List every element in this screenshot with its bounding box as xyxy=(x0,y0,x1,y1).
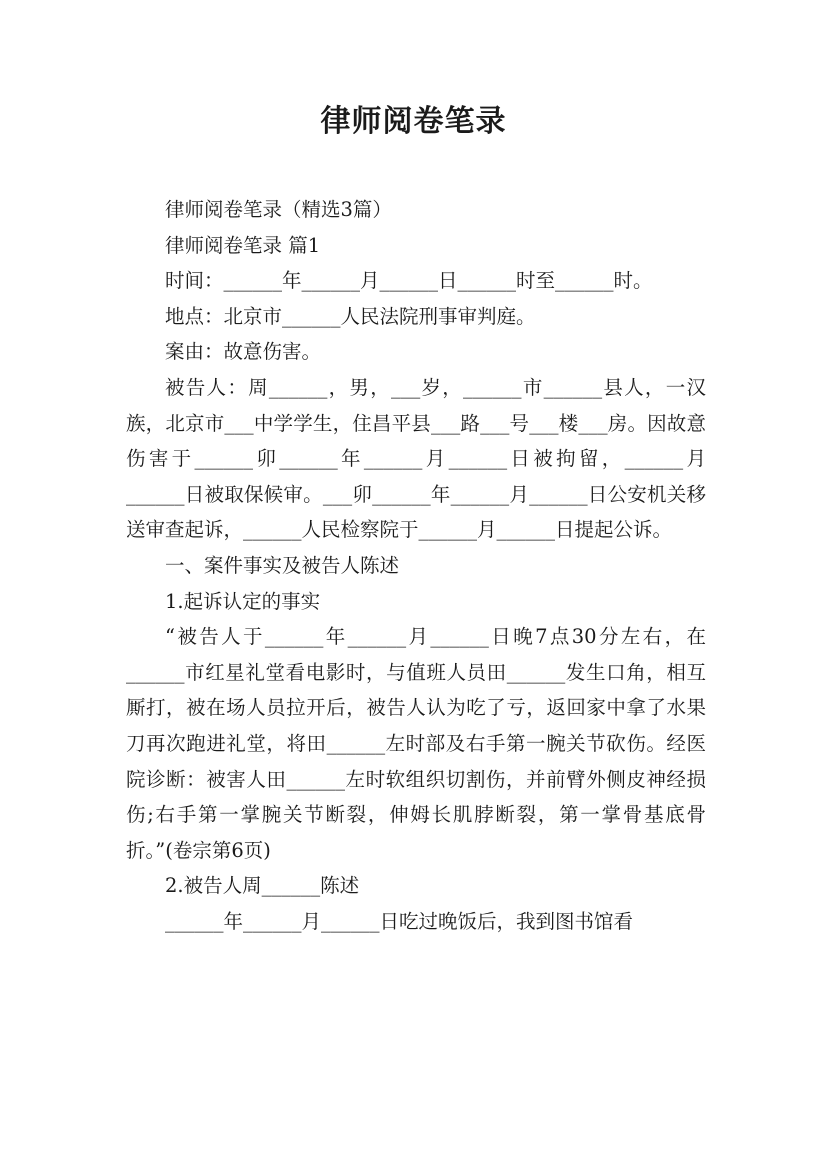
defendant-statement-heading-paragraph: 2.被告人周______陈述 xyxy=(165,874,360,898)
facts-heading-paragraph: 一、案件事实及被告人陈述 xyxy=(165,553,400,577)
indictment-heading-paragraph: 1.起诉认定的事实 xyxy=(165,589,321,613)
location-paragraph: 地点：北京市______人民法院刑事审判庭。 xyxy=(165,304,536,328)
defendant-statement-paragraph: ______年______月______日吃过晚饭后，我到图书馆看 xyxy=(165,909,634,933)
defendant-paragraph: 被告人：周______，男，___岁，______市______县人，一汉族，北京市___中学学生，住昌平县___路___号___楼___房。因故意伤害于______卯______年______月______日被拘留，______月______日被取保候审。___卯______年______月______日公安机关移送审查起诉，______人民检察院于______月______日提起公诉。 xyxy=(126,375,706,542)
indictment-facts-paragraph: “被告人于______年______月______日晚7点30分左右，在______市红星礼堂看电影时，与值班人员田______发生口角，相互厮打，被在场人员拉开后，被告人认为吃了亏，返回家中拿了水果刀再次跑进礼堂，将田______左时部及右手第一腕关节砍伤。经医院诊断：被害人田______左时软组织切割伤，并前臂外侧皮神经损伤;右手第一掌腕关节断裂，伸姆长肌脖断裂，第一掌骨基底骨折。”(卷宗第6页) xyxy=(126,625,706,862)
section-heading-paragraph: 律师阅卷笔录 篇1 xyxy=(165,233,321,257)
document-title: 律师阅卷笔录 xyxy=(320,104,507,139)
subtitle-paragraph: 律师阅卷笔录（精选3篇） xyxy=(165,198,392,221)
time-paragraph: 时间：______年______月______日______时至______时。 xyxy=(165,269,653,293)
document-body xyxy=(126,192,706,939)
case-cause-paragraph: 案由：故意伤害。 xyxy=(165,340,322,364)
